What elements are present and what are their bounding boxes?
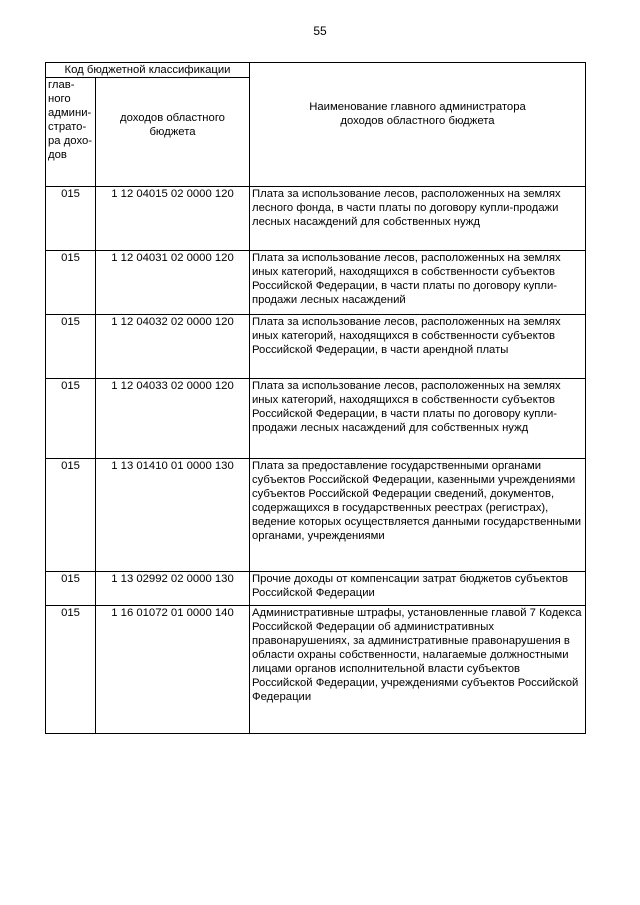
income-code-cell: 1 13 02992 02 0000 130 [96, 572, 250, 606]
income-name-cell: Прочие доходы от компенсации затрат бюджетов субъектов Российской Федерации [250, 572, 586, 606]
admin-code-cell: 015 [46, 459, 96, 572]
income-name-cell: Административные штрафы, установленные главой 7 Кодекса Российской Федерации об административных правонарушениях, за административные правонарушения в области охраны собственности, налагаемые должностными лицами органов исполнительной власти субъектов Российской Федерации, учреждениями субъектов Российской Федерации [250, 606, 586, 734]
header-regional-income [96, 78, 250, 187]
table-row [46, 187, 586, 251]
header-main-administrator: глав- ного админи- страто- ра дохо- дов [46, 78, 96, 187]
income-name-cell: Плата за предоставление государственными органами субъектов Российской Федерации, казенными учреждениями субъектов Российской Федерации сведений, документов, содержащихся в государственных реестрах (регистрах), ведение которых осуществляется данными государственными органами, учреждениями [250, 459, 586, 572]
admin-code-cell: 015 [46, 606, 96, 734]
table-row [46, 459, 586, 572]
income-name-cell: Плата за использование лесов, расположенных на землях иных категорий, находящихся в собственности субъектов Российской Федерации, в части платы по договору купли-продажи лесных насаждений для собственных нужд [250, 379, 586, 459]
admin-code-cell: 015 [46, 315, 96, 379]
admin-code-cell: 015 [46, 251, 96, 315]
income-code-cell: 1 16 01072 01 0000 140 [96, 606, 250, 734]
table-row [46, 572, 586, 606]
budget-classification-table [45, 62, 586, 734]
page-number: 55 [313, 24, 327, 38]
income-code-cell: 1 12 04032 02 0000 120 [96, 315, 250, 379]
admin-code-cell: 015 [46, 187, 96, 251]
admin-code-cell: 015 [46, 379, 96, 459]
income-code-cell: 1 12 04031 02 0000 120 [96, 251, 250, 315]
header-regional-income-text: доходов областного бюджета [120, 112, 225, 138]
income-code-cell: 1 12 04015 02 0000 120 [96, 187, 250, 251]
table-row [46, 315, 586, 379]
admin-code-cell: 015 [46, 572, 96, 606]
income-name-cell: Плата за использование лесов, расположенных на землях лесного фонда, в части платы по договору купли-продажи лесных насаждений для собственных нужд [250, 187, 586, 251]
income-name-cell: Плата за использование лесов, расположенных на землях иных категорий, находящихся в собственности субъектов Российской Федерации, в части арендной платы [250, 315, 586, 379]
header-administrator-name [250, 63, 586, 187]
income-name-cell: Плата за использование лесов, расположенных на землях иных категорий, находящихся в собственности субъектов Российской Федерации, в части платы по договору купли-продажи лесных насаждений [250, 251, 586, 315]
table-row [46, 379, 586, 459]
header-budget-classification-code: Код бюджетной классификации [46, 63, 250, 78]
table-row [46, 251, 586, 315]
table-row [46, 606, 586, 734]
income-code-cell: 1 12 04033 02 0000 120 [96, 379, 250, 459]
header-administrator-name-text: Наименование главного администратора доходов областного бюджета [309, 100, 526, 127]
income-code-cell: 1 13 01410 01 0000 130 [96, 459, 250, 572]
